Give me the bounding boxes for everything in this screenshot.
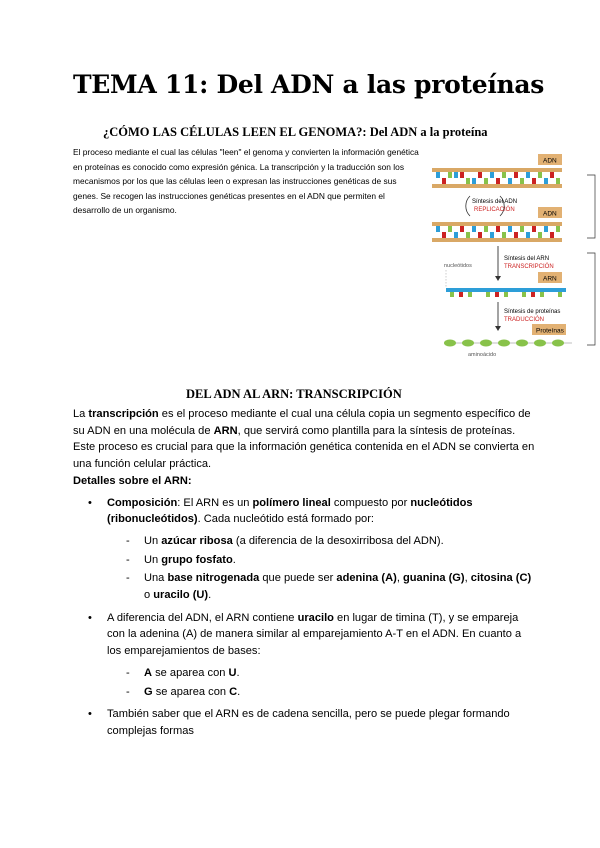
transcription-paragraph: La transcripción es el proceso mediante el cual una célula copia un segmento específico de su ADN en una molécula de ARN, que servirá como plantilla para la síntesis de proteínas. Este proceso es crucial para que la información genética contenida en el ADN se convierta en una función celular práctica. (73, 408, 535, 471)
fig-label-aminoacido: aminoácido (468, 352, 497, 358)
transcription-content (73, 406, 535, 746)
rna-details-list (73, 495, 535, 740)
fig-label-traduccion: TRADUCCIÓN (504, 317, 544, 323)
fig-label-replicacion: REPLICACIÓN (474, 207, 515, 213)
replication-arrow-left (466, 196, 470, 216)
list-item-composicion: • Composición: El ARN es un polímero lineal compuesto por nucleótidos (ribonucleótidos). Cada nucleótido está formado por: - Un azúcar ribosa (a diferencia de la desoxirribosa del ADN). - Un grupo fosfato. - Una base nitrogenada que puede ser adenina (A), guanina (G), citosina (C) o uracilo (U). (73, 495, 535, 604)
section-heading-transcripcion: DEL ADN AL ARN: TRANSCRIPCIÓN (186, 387, 402, 401)
fig-label-adn-mid: ADN (543, 210, 557, 218)
page-title: TEMA 11: Del ADN a las proteínas (73, 70, 545, 99)
dna-rna-protein-diagram (430, 150, 600, 360)
fig-label-sintesis-prot: Síntesis de proteínas (504, 309, 561, 315)
rna-strand (446, 288, 566, 297)
fig-label-transcripcion: TRANSCRIPCIÓN (504, 264, 554, 270)
fig-label-sintesis-arn: Síntesis del ARN (504, 256, 550, 262)
protein-chain (444, 340, 572, 347)
fig-label-arn: ARN (543, 275, 557, 283)
intro-paragraph: El proceso mediante el cual las células "leen" el genoma y convierten la información genética en proteínas es conocido como expresión génica. La transcripción y la traducción son los mecanismos por los que las células leen o expresan las instrucciones genéticas de sus genes. Se recogen las instrucciones genéticas presentes en el ADN que permiten el desarrollo de un organismo. (73, 147, 419, 216)
fig-label-sintesis-adn: Síntesis del ADN (472, 199, 518, 205)
details-title: Detalles sobre el ARN: (73, 474, 192, 487)
list-item-base: - Una base nitrogenada que puede ser adenina (A), guanina (G), citosina (C) o uracilo (U). (107, 570, 535, 603)
section-heading-genoma: ¿CÓMO LAS CÉLULAS LEEN EL GENOMA?: Del ADN a la proteína (103, 125, 488, 139)
fig-label-adn-top: ADN (543, 157, 557, 165)
pairing-sublist (107, 665, 535, 700)
list-item-cadena: • También saber que el ARN es de cadena sencilla, pero se puede plegar formando complejas formas (73, 706, 535, 739)
list-item-pair-gc: - G se aparea con C. (107, 684, 535, 701)
composicion-sublist (107, 533, 535, 604)
dna-strand-mid (432, 222, 562, 242)
fig-label-proteinas: Proteínas (536, 327, 564, 335)
list-item-fosfato: - Un grupo fosfato. (107, 552, 535, 569)
fig-label-nucleotidos: nucleótidos (444, 263, 472, 269)
list-item-uracilo: • A diferencia del ADN, el ARN contiene uracilo en lugar de timina (T), y se empareja con la adenina (A) de manera similar al emparejamiento A-T en el ADN. En cuanto a los emparejamientos de bases: - A se aparea con U. - G se aparea con C. (73, 610, 535, 701)
list-item-pair-au: - A se aparea con U. (107, 665, 535, 682)
list-item-azucar: - Un azúcar ribosa (a diferencia de la desoxirribosa del ADN). (107, 533, 535, 550)
dna-strand-top (432, 168, 562, 188)
